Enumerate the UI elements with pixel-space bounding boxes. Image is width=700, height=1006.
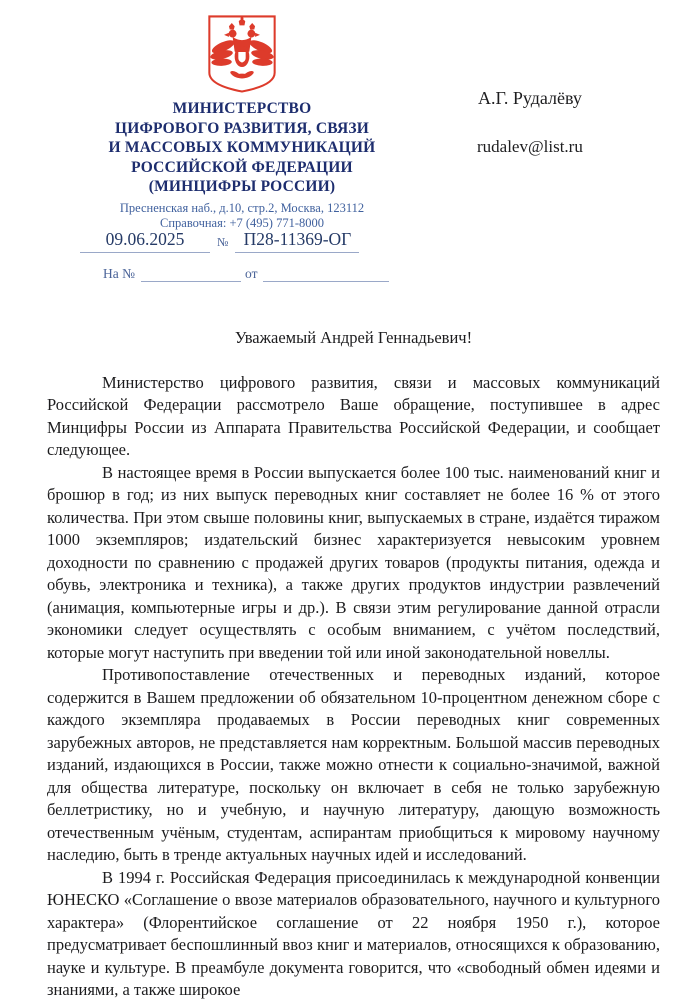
ministry-name-line: (МИНЦИФРЫ РОССИИ) [148,178,336,195]
address-line: Пресненская наб., д.10, стр.2, Москва, 123112 [119,200,365,215]
phone-line: Справочная: +7 (495) 771-8000 [160,215,324,230]
salutation: Уважаемый Андрей Геннадьевич! [234,328,473,347]
letterhead [68,14,416,231]
ministry-name-line: И МАССОВЫХ КОММУНИКАЦИЙ [108,139,376,156]
paragraph-1: Министерство цифрового развития, связи и массовых коммуникаций Российской Федерации рассмотрело Ваше обращение, поступившее в адрес Минцифры России из Аппарата Правительства Российской Федерации, и сообщает следующее. [47,372,660,459]
number-sign: № [217,235,229,249]
recipient-name: А.Г. Рудалёву [478,88,582,108]
date-number-row [80,229,359,253]
address-block [68,201,416,231]
ref-label-na: На № [103,266,135,281]
ref-blank-date [263,267,389,282]
ministry-name-line: МИНИСТЕРСТВО [172,100,312,117]
paragraph-3: Противопоставление отечественных и переводных изданий, которое содержится в Вашем предложении об обязательном 10-процентном денежном сборе с каждого экземпляра продаваемых в России переводных книг современных зарубежных авторов, не представляется нам корректным. Большой массив переводных изданий, издающихся в России, также можно отнести к социально-значимой, важной для общества литературе, поскольку он включает в себя не только зарубежную беллетристику, но и учебную, и научную литературу, дающую возможность отечественным учёным, студентам, аспирантам приобщиться к мировому научному наследию, быть в тренде актуальных научных идей и исследований. [47,665,660,864]
ref-label-ot: от [245,266,258,281]
coat-of-arms-icon [205,14,279,94]
date-field: 09.06.2025 [80,229,210,253]
paragraph-4: В 1994 г. Российская Федерация присоединилась к международной конвенции ЮНЕСКО «Соглашение о ввозе материалов образовательного, научного и культурного характера» (Флорентийское соглашение от 22 ноября 1950 г.), которое предусматривает беспошлинный ввоз книг и материалов, относящихся к образованию, науке и культуре. В преамбуле документа говорится, что «свободный обмен идеями и знаниями, а также широкое [47,867,660,999]
ministry-name-line: РОССИЙСКОЙ ФЕДЕРАЦИИ [131,158,353,176]
reference-row [103,266,389,282]
doc-number-field: П28-11369-ОГ [235,229,359,253]
letter-body [47,327,660,1002]
ministry-name [68,99,416,197]
recipient-email: rudalev@list.ru [477,137,583,156]
ref-blank-number [141,267,241,282]
paragraph-2: В настоящее время в России выпускается более 100 тыс. наименований книг и брошюр в год; из них выпуск переводных книг составляет не более 16 % от этого количества. При этом свыше половины книг, выпускаемых в стране, издаётся тиражом 1000 экземпляров; издательский бизнес характеризуется невысоким уровнем доходности по сравнению с продажей других товаров (продукты питания, одежда и обувь, электроника и техника), а также других продуктов индустрии развлечений (анимация, компьютерные игры и др.). В связи этим регулирование данной отрасли экономики следует осуществлять с особым вниманием, с учётом последствий, которые могут наступить при введении той или иной законодательной новеллы. [47,462,660,662]
ministry-name-line: ЦИФРОВОГО РАЗВИТИЯ, СВЯЗИ [114,119,370,137]
